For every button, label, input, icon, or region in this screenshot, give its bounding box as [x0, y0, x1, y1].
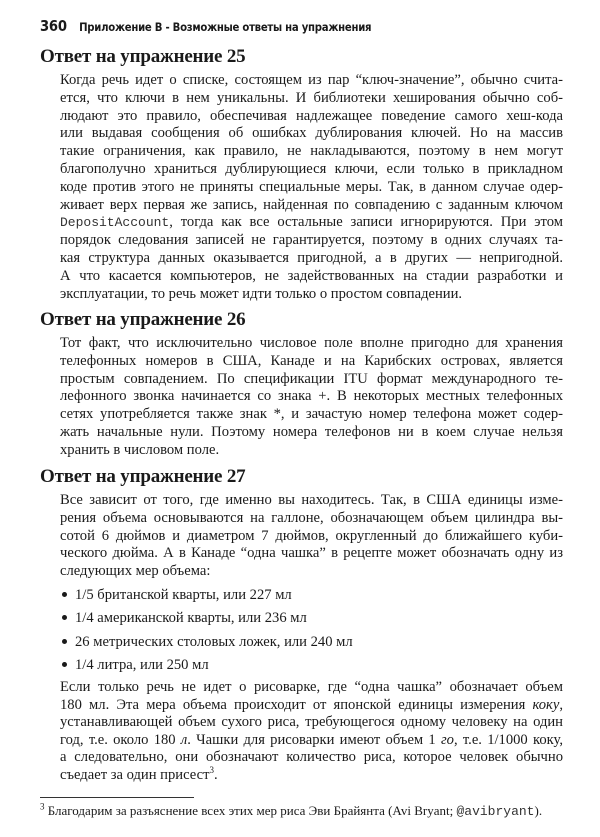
bullet-item: 1/4 литра, или 250 мл	[60, 656, 209, 674]
text-line	[60, 108, 563, 125]
text-line	[60, 749, 563, 766]
bullet-item: 26 метрических столовых ложек, или 240 мл	[60, 633, 353, 651]
section-heading-25: Ответ на упражнение 25	[40, 46, 246, 67]
text-line	[60, 335, 563, 352]
text-segment: людают это правило, обеспечивая надлежащее поведение самого хеш-кода	[60, 107, 563, 124]
text-segment: жать начальные нули. Поэтому номера телефонов ни в коем случае нельзя	[60, 424, 563, 440]
text-line	[60, 406, 563, 423]
code-text: DepositAccount	[60, 215, 170, 231]
text-segment: простым совпадением. По спецификации ITU формат международного те-	[60, 370, 563, 387]
bullet-icon	[62, 615, 67, 620]
text-segment: съедает за один присест	[60, 767, 210, 783]
running-header	[40, 17, 371, 35]
text-segment: ческого дюйма. А в Канаде “одна чашка” в рецепте может обозначать одну из	[60, 545, 563, 562]
footnote-divider	[40, 797, 194, 798]
bullet-icon	[62, 662, 67, 667]
text-line	[60, 424, 563, 441]
text-segment: Когда речь идет о списке, состоящем из пар “ключ-значение”, обычно счита-	[60, 72, 563, 88]
bullet-icon	[62, 639, 67, 644]
text-line	[60, 563, 563, 580]
text-segment: . Чашки для рисоварки имеют объем 1	[187, 731, 441, 748]
footnote-marker: 3	[40, 801, 45, 812]
text-line	[60, 72, 563, 89]
text-line	[60, 510, 563, 527]
text-line	[60, 679, 563, 696]
text-line	[60, 232, 563, 249]
text-line	[60, 371, 563, 388]
text-segment: л	[180, 731, 188, 748]
text-line	[60, 714, 563, 731]
text-segment: такие ограничения, как правило, не накладываются, поэтому в нем могут	[60, 143, 563, 160]
text-line	[60, 528, 563, 545]
text-segment: живает верх первая же запись, найденная по совпадению с заданным ключом	[60, 196, 563, 213]
text-segment: .	[213, 767, 218, 783]
text-line	[60, 90, 563, 107]
text-line	[60, 214, 563, 231]
text-line	[60, 697, 563, 714]
text-segment: , т.е. 1/1000 коку,	[453, 731, 563, 748]
text-line	[60, 492, 563, 509]
text-segment: или выдавая сообщения об ошибках дублирования ключей. Но на массив	[60, 125, 563, 142]
text-segment: лефонного звонка начинается со знака +. В некоторых местных телефонных	[60, 388, 563, 405]
text-line	[60, 388, 563, 405]
text-line	[60, 286, 563, 303]
text-line	[60, 732, 563, 749]
text-segment: ,	[559, 696, 563, 713]
text-line	[60, 179, 563, 196]
text-segment: хранить в числовом поле.	[60, 441, 220, 458]
footnote: $^3$ Благодарим за разъяснение всех этих мер риса Эви Брайянта (Avi Bryant; @avibryant).	[40, 801, 543, 819]
text-segment: коде против этого не приняты специальные меры. Так, в данном случае одер-	[60, 178, 563, 195]
text-segment: благополучно храниться дублирующиеся ключи, если только в прикладном	[60, 161, 563, 177]
text-segment: сотой 6 дюймов и диаметром 7 дюймов, округленный до ближайшего куби-	[60, 527, 563, 544]
text-line	[60, 143, 563, 160]
text-segment: , тогда как все остальные записи игнорируются. При этом	[169, 214, 563, 231]
text-segment: год, т.е. около 180	[60, 731, 181, 748]
text-segment: А что касается компьютеров, не задействованных на стадии разработки и	[60, 267, 563, 284]
text-line	[60, 545, 563, 562]
text-segment: коку	[532, 696, 560, 713]
text-line	[60, 161, 563, 178]
text-line	[60, 268, 563, 285]
text-segment: порядок следования записей не гарантируется, поэтому в одних случаях та-	[60, 232, 563, 249]
page-number: 360	[40, 17, 67, 35]
text-segment: Если только речь не идет о рисоварке, где “одна чашка” обозначает объем	[60, 679, 563, 695]
text-segment: Тот факт, что исключительно числовое поле вполне пригодно для хранения	[60, 335, 563, 351]
twitter-handle: @avibryant	[456, 804, 535, 819]
text-line	[60, 197, 563, 214]
text-segment: сетях употребляется также знак *, и зачастую номер телефона может содер-	[60, 406, 563, 423]
text-line	[60, 353, 563, 370]
text-segment: 180 мл. Эта мера объема происходит от японской единицы измерения	[60, 696, 533, 713]
text-segment: следующих мер объема:	[60, 563, 211, 580]
text-segment: го	[440, 731, 454, 748]
bullet-icon	[62, 592, 67, 597]
text-segment: рения объема основываются на галлоне, обозначающем объем цилиндра вы-	[60, 509, 563, 526]
running-title: Приложение B - Возможные ответы на упражнения	[79, 20, 372, 34]
section-heading-27: Ответ на упражнение 27	[40, 466, 246, 487]
bullet-item: 1/4 американской кварты, или 236 мл	[60, 609, 307, 627]
section-heading-26: Ответ на упражнение 26	[40, 309, 246, 330]
text-segment: эксплуатации, то речь может идти только о простом совпадении.	[60, 285, 463, 302]
text-segment: Все зависит от того, где именно вы находитесь. Так, в США единицы изме-	[60, 492, 563, 508]
text-segment: ется, что ключи в нем уникальны. И библиотеки хеширования обычно соб-	[60, 89, 563, 106]
text-segment: а следовательно, они обозначают количество риса, которое человек обычно	[60, 749, 563, 766]
text-line	[60, 125, 563, 142]
text-segment: устанавливающей объем сухого риса, требующегося одному человеку на один	[60, 714, 563, 731]
text-line	[60, 250, 563, 267]
text-line	[60, 767, 563, 784]
footnote-ref: 3	[209, 765, 214, 776]
text-line	[60, 442, 563, 459]
text-segment: кая структура данных оказывается пригодной, а в других — непригодной.	[60, 250, 563, 266]
bullet-item: 1/5 британской кварты, или 227 мл	[60, 586, 292, 604]
text-segment: телефонных номеров в США, Канаде и на Карибских островах, является	[60, 352, 563, 369]
